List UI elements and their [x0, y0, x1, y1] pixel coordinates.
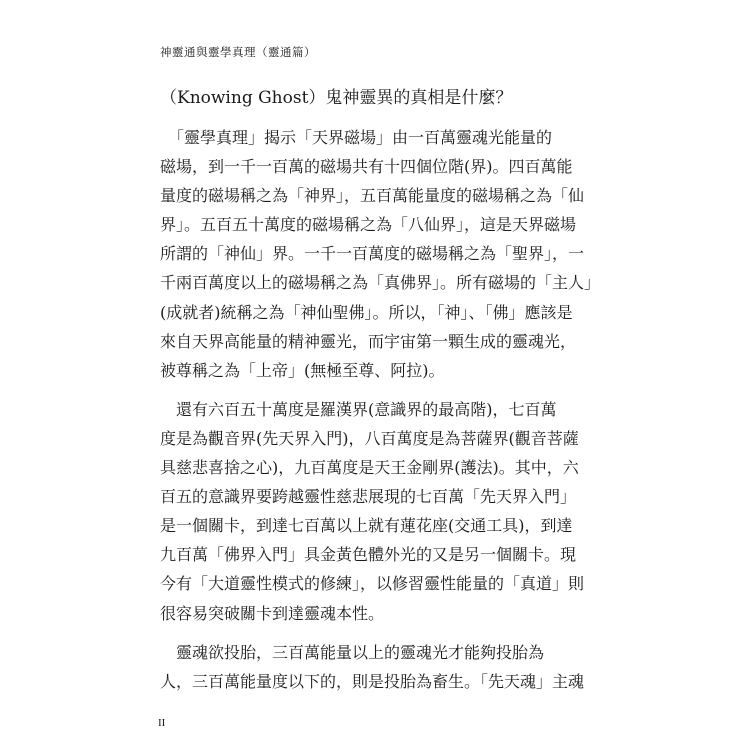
text-line: 靈魂欲投胎，三百萬能量以上的靈魂光才能夠投胎為 — [160, 642, 545, 662]
text-line: 所謂的「神仙」界。一千一百萬度的磁場稱之為「聖界」，一 — [160, 244, 585, 264]
text-line: 還有六百五十萬度是羅漢界(意識界的最高階)，七百萬 — [160, 399, 557, 419]
text-line: 磁場，到一千一百萬的磁場共有十四個位階(界)。四百萬能 — [160, 157, 573, 177]
body-text — [160, 123, 601, 706]
text-line: 度是為觀音界(先天界入門)，八百萬度是為菩薩界(觀音菩薩 — [160, 428, 579, 448]
text-line: 「靈學真理」揭示「天界磁場」由一百萬靈魂光能量的 — [160, 128, 553, 147]
paragraph-2 — [160, 395, 585, 628]
paragraph-1 — [160, 123, 601, 385]
text-line: 界」。五百五十萬度的磁場稱之為「八仙界」，這是天界磁場 — [160, 215, 577, 235]
chapter-title: （Knowing Ghost）鬼神靈異的真相是什麼？ — [160, 88, 513, 108]
text-line: 九百萬「佛界入門」具金黃色體外光的又是另一個關卡。現 — [160, 545, 577, 565]
page-number: II — [158, 717, 166, 729]
text-line: 今有「大道靈性模式的修練」，以修習靈性能量的「真道」則 — [160, 574, 585, 594]
text-line: 是一個關卡，到達七百萬以上就有蓮花座(交通工具)，到達 — [160, 516, 573, 536]
text-line: 被尊稱之為「上帝」(無極至尊、阿拉)。 — [160, 360, 445, 380]
running-head: 神靈通與靈學真理（靈通篇） — [160, 45, 316, 59]
text-line: (成就者)統稱之為「神仙聖佛」。所以，「神」、「佛」應該是 — [160, 302, 573, 322]
text-line: 百五的意識界要跨越靈性慈悲展現的七百萬「先天界入門」 — [160, 487, 577, 507]
text-line: 量度的磁場稱之為「神界」，五百萬能量度的磁場稱之為「仙 — [160, 186, 585, 206]
text-line: 來自天界高能量的精神靈光，而宇宙第一顆生成的靈魂光， — [160, 331, 577, 351]
paragraph-3 — [160, 638, 585, 696]
text-line: 人，三百萬能量度以下的，則是投胎為畜生。「先天魂」主魂 — [160, 671, 585, 691]
text-line: 具慈悲喜捨之心)，九百萬度是天王金剛界(護法)。其中，六 — [160, 458, 579, 478]
text-line: 千兩百萬度以上的磁場稱之為「真佛界」。所有磁場的「主人」 — [160, 273, 601, 293]
text-line: 很容易突破關卡到達靈魂本性。 — [160, 603, 385, 623]
